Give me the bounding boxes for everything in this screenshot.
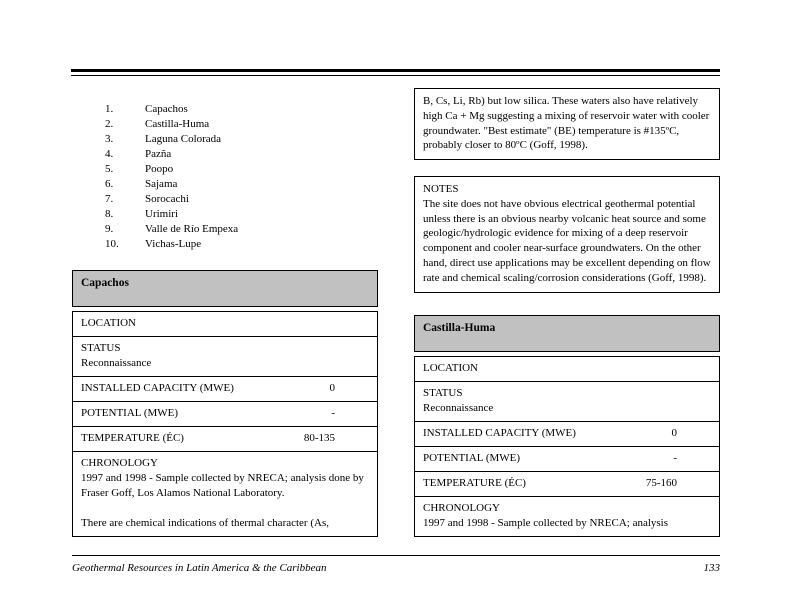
temperature-label: TEMPERATURE (ÉC) [81,432,184,444]
row-chronology [73,452,377,536]
row-potential [415,447,719,472]
continuation-text: B, Cs, Li, Rb) but low silica. These waters also have relatively high Ca + Mg suggesting a mixing of reservoir water with cooler groundwater. "Best estimate" (BE) temperature is #135ºC, probably closer to 80ºC (Goff, 1998). [423,95,710,152]
list-item-label: Urimiri [145,208,178,220]
notes-box [414,176,720,293]
location-label: LOCATION [81,317,136,329]
status-value: Reconnaissance [81,357,152,369]
chronology-text: 1997 and 1998 - Sample collected by NRECA; analysis done by Fraser Goff, Los Alamos National Laboratory. [81,472,364,499]
list-item-number: 4. [105,148,114,160]
chronology-label: CHRONOLOGY [423,502,500,514]
capacity-value: 0 [329,382,335,394]
list-item [72,222,378,237]
list-item-label: Castilla-Huma [145,118,210,130]
capachos-table-body [72,311,378,537]
list-item-number: 7. [105,193,114,205]
list-item [72,117,378,132]
row-potential [73,402,377,427]
list-item-number: 9. [105,223,114,235]
potential-value: - [673,452,677,464]
location-label: LOCATION [423,362,478,374]
list-item-number: 6. [105,178,114,190]
list-item [72,207,378,222]
potential-label: POTENTIAL (MWE) [423,452,521,464]
row-location [73,312,377,337]
potential-label: POTENTIAL (MWE) [81,407,179,419]
notes-text: The site does not have obvious electrical geothermal potential unless there is an obvious nearby volcanic heat source and some geologic/hydrologic evidence for mixing of a deep reservoir component and cooler near-surface groundwaters. On the other hand, direct use applications may be excellent depending on flow rate and chemical scaling/corrosion considerations (Goff, 1998). [423,197,711,284]
chronology-label: CHRONOLOGY [81,457,158,469]
capachos-table-title: Capachos [72,270,378,307]
list-item-label: Valle de Río Empexa [145,223,239,235]
list-item-label: Sajama [145,178,178,190]
footer [72,562,720,574]
capacity-value: 0 [671,427,677,439]
row-installed-capacity [415,422,719,447]
row-chronology [415,497,719,536]
footer-rule [72,555,720,556]
castilla-huma-table [414,315,720,537]
list-item-number: 3. [105,133,114,145]
top-rule [71,69,720,76]
chronology-text: 1997 and 1998 - Sample collected by NRECA; analysis [423,517,669,529]
list-item-label: Pazña [145,148,172,160]
list-item-number: 1. [105,103,114,115]
notes-title: NOTES [423,183,459,195]
row-status [73,337,377,377]
list-item [72,132,378,147]
capacity-label: INSTALLED CAPACITY (MWE) [81,382,234,394]
row-location [415,357,719,382]
status-value: Reconnaissance [423,402,494,414]
list-item-label: Laguna Colorada [145,133,222,145]
temperature-label: TEMPERATURE (ÉC) [423,477,526,489]
row-installed-capacity [73,377,377,402]
list-item-label: Sorocachi [145,193,189,205]
list-item [72,237,378,252]
list-item-number: 10. [105,238,119,250]
list-item-label: Poopo [145,163,174,175]
list-item [72,177,378,192]
chronology-continuation: There are chemical indications of thermal character (As, [81,517,329,529]
list-item-number: 8. [105,208,114,220]
capachos-table [72,270,378,537]
page-number: 133 [703,562,720,574]
list-item-number: 2. [105,118,114,130]
spacer [81,501,369,516]
potential-value: - [331,407,335,419]
list-item-number: 5. [105,163,114,175]
row-temperature [415,472,719,497]
list-item-label: Vichas-Lupe [145,238,202,250]
list-item [72,162,378,177]
status-label: STATUS [81,342,121,354]
capacity-label: INSTALLED CAPACITY (MWE) [423,427,576,439]
temperature-value: 80-135 [303,432,335,444]
list-item-label: Capachos [145,103,188,115]
status-label: STATUS [423,387,463,399]
list-item [72,192,378,207]
castilla-huma-table-title: Castilla-Huma [414,315,720,352]
row-temperature [73,427,377,452]
list-item [72,147,378,162]
temperature-value: 75-160 [645,477,677,489]
castilla-huma-table-body [414,356,720,537]
list-item [72,102,378,117]
footer-title: Geothermal Resources in Latin America & the Caribbean [72,562,327,574]
row-status [415,382,719,422]
continuation-box [414,88,720,160]
site-list [72,102,378,252]
